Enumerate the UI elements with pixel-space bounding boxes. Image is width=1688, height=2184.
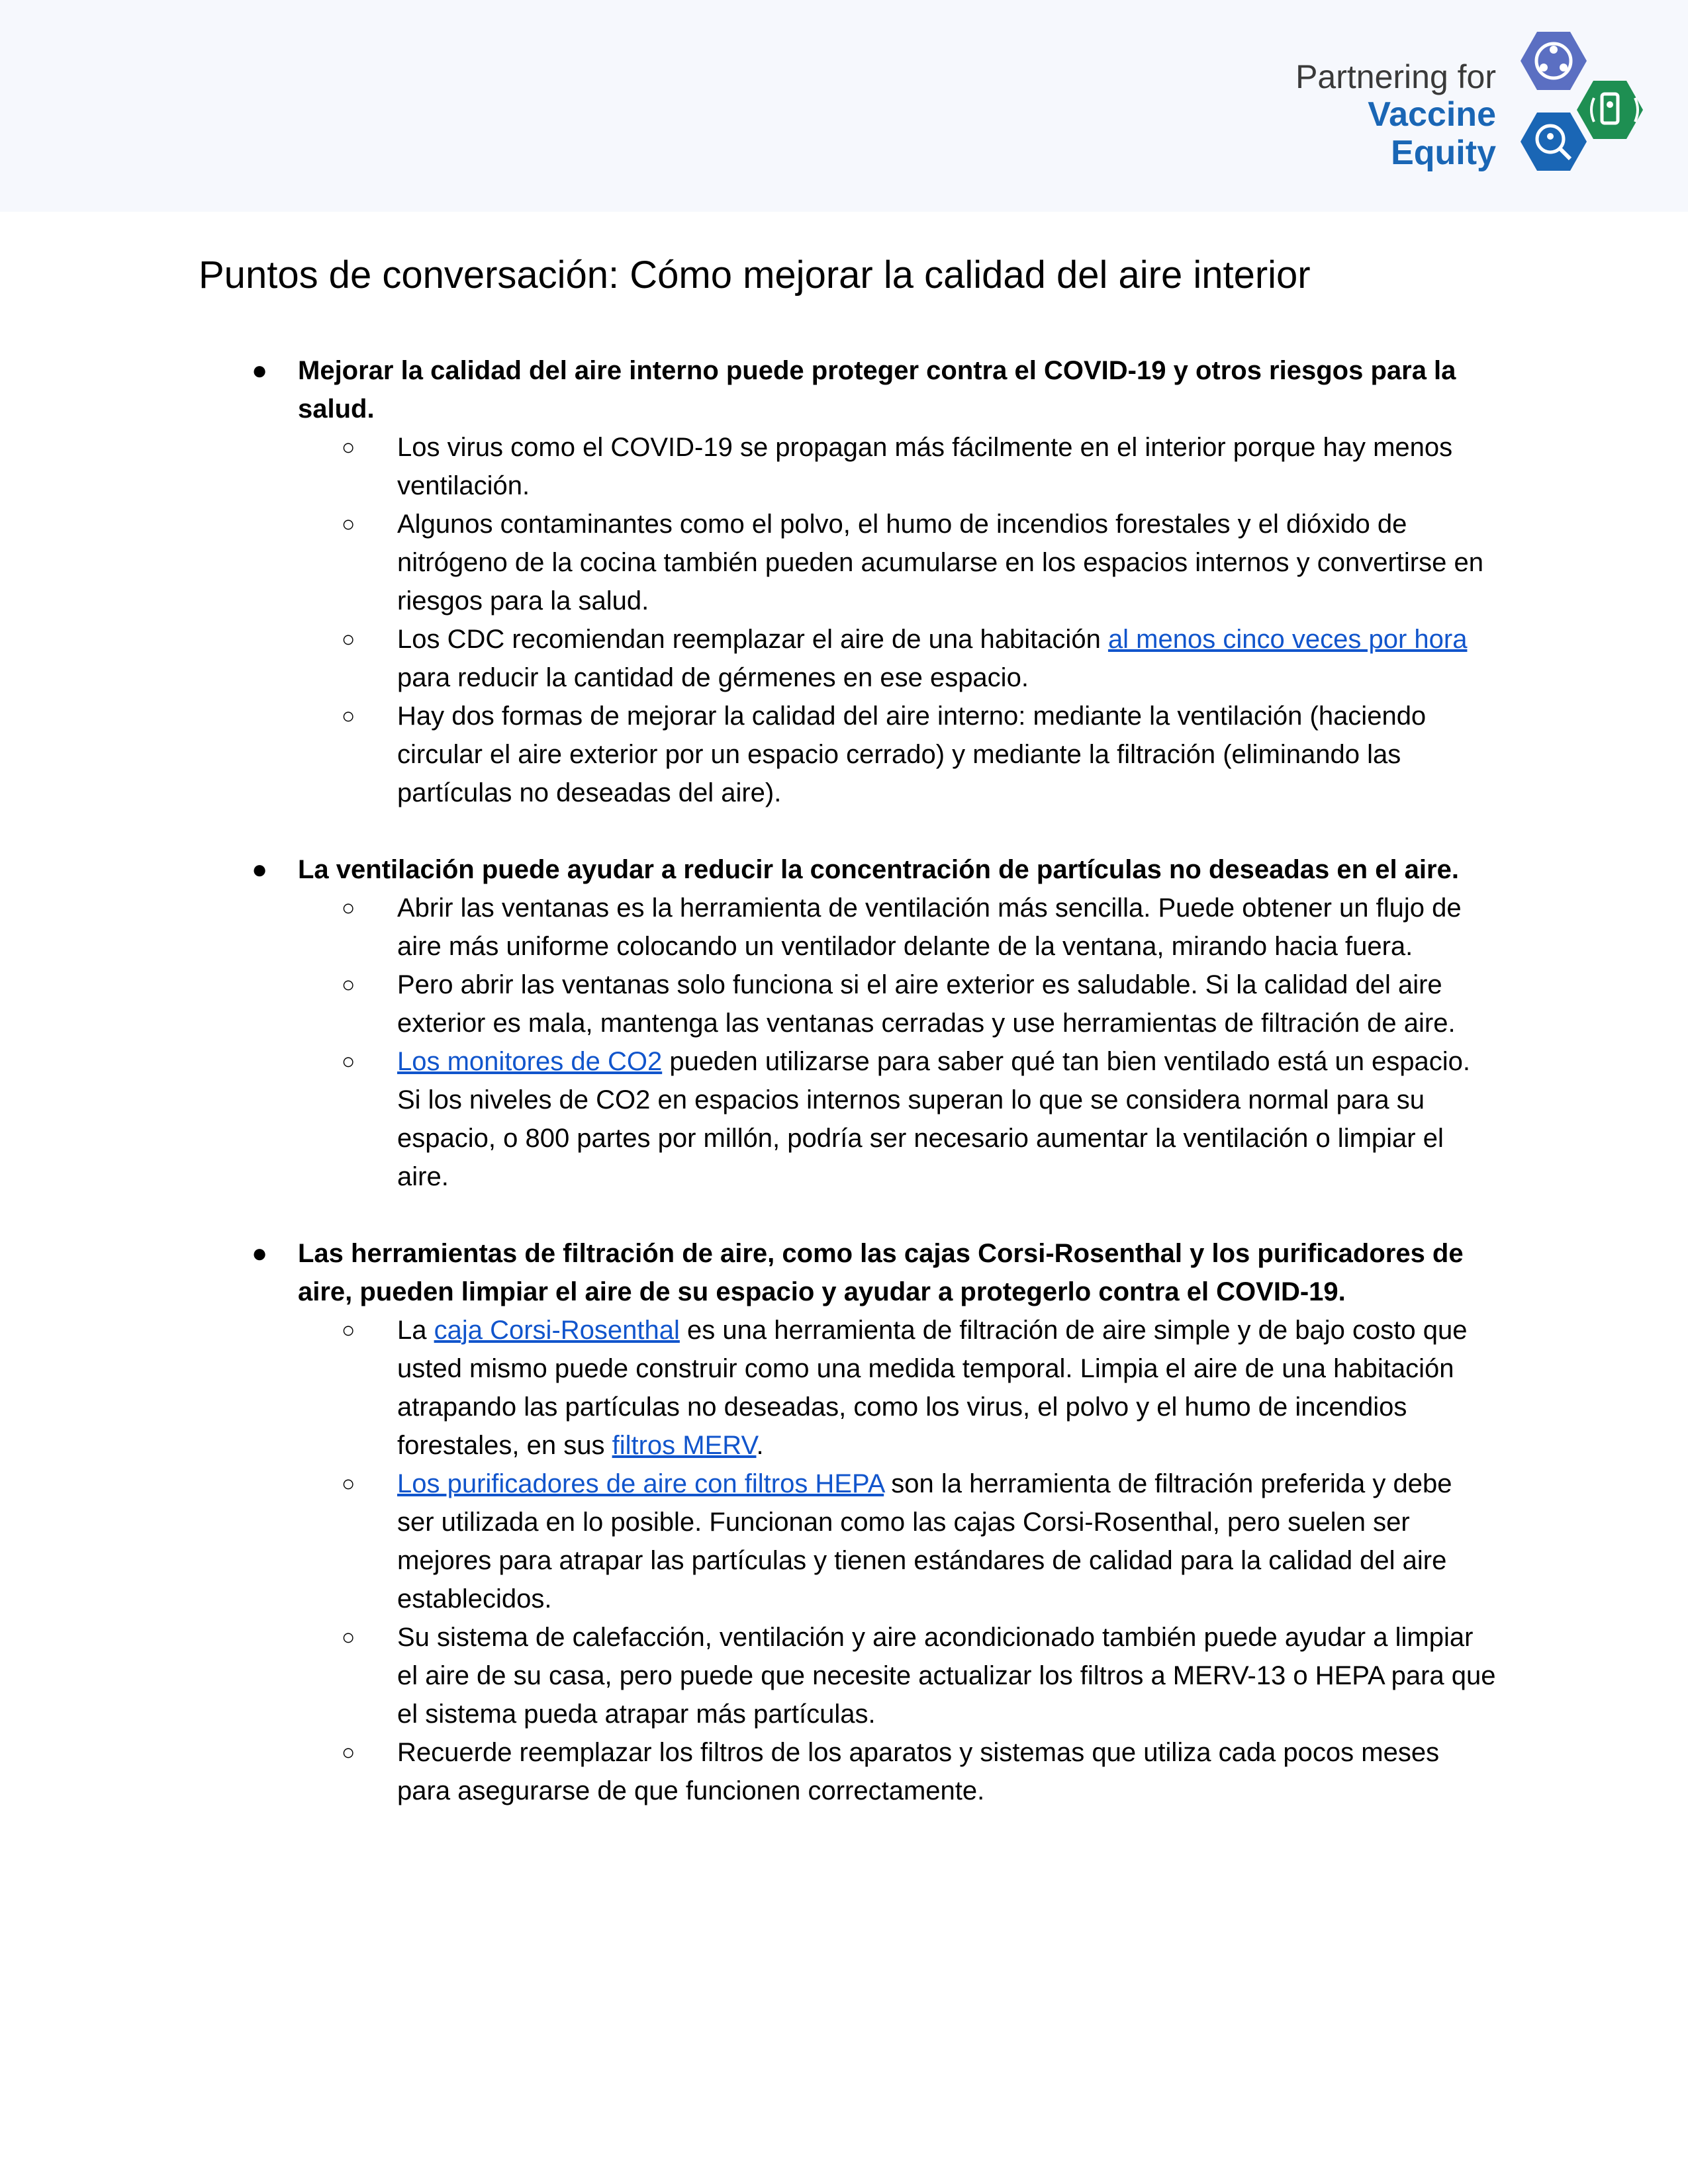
cdc-air-changes-link[interactable]: al menos cinco veces por hora: [1107, 624, 1468, 654]
sub-bullet-icon: ○: [342, 626, 355, 652]
partnering-logo: [1258, 20, 1668, 185]
bullet-icon: ●: [252, 355, 268, 385]
co2-monitors-link[interactable]: Los monitores de CO2: [397, 1046, 663, 1076]
section-indoor-air: [199, 351, 1496, 812]
sub-bullet-icon: ○: [342, 511, 355, 537]
sub-bullet-icon: ○: [342, 895, 355, 921]
phone-signal-hex-icon: [1577, 81, 1643, 139]
logo-line1: Partnering for: [1295, 58, 1496, 95]
page-title: Puntos de conversación: Cómo mejorar la calidad del aire interior: [199, 253, 1311, 296]
text-segment: para reducir la cantidad de gérmenes en ese espacio.: [397, 662, 1029, 692]
sub-bullet-icon: ○: [342, 434, 355, 460]
list-item-text: Algunos contaminantes como el polvo, el humo de incendios forestales y el dióxido de nitrógeno de la cocina también pueden acumularse en los espacios internos y convertirse en riesgos para la salud.: [397, 509, 1483, 615]
list-item: [298, 1042, 1496, 1196]
sub-bullet-icon: ○: [342, 1739, 355, 1765]
merv-filters-link[interactable]: filtros MERV: [612, 1430, 757, 1460]
sub-bullet-icon: ○: [342, 1048, 355, 1074]
sub-bullet-icon: ○: [342, 1471, 355, 1496]
list-item-text: Hay dos formas de mejorar la calidad del aire interno: mediante la ventilación (haciendo circular el aire exterior por un espacio cerrado) y mediante la filtración (eliminando las partículas no deseadas del aire).: [397, 701, 1427, 807]
list-item: [298, 1465, 1496, 1618]
list-item-text: Pero abrir las ventanas solo funciona si el aire exterior es saludable. Si la calidad del aire exterior es mala, mantenga las ventanas cerradas y use herramientas de filtración de aire.: [397, 970, 1456, 1038]
section-heading: Las herramientas de filtración de aire, como las cajas Corsi-Rosenthal y los purificadores de aire, pueden limpiar el aire de su espacio y ayudar a protegerlo contra el COVID-19.: [298, 1238, 1464, 1306]
bullet-icon: ●: [252, 1238, 268, 1268]
list-item-text: [397, 1316, 1467, 1460]
list-item: [298, 428, 1496, 505]
sub-bullet-icon: ○: [342, 703, 355, 729]
list-item: [298, 697, 1496, 812]
bullet-icon: ●: [252, 854, 268, 884]
list-item-text: Recuerde reemplazar los filtros de los aparatos y sistemas que utiliza cada pocos meses para asegurarse de que funcionen correctamente.: [397, 1737, 1440, 1805]
corsi-rosenthal-box-link[interactable]: caja Corsi-Rosenthal: [434, 1315, 680, 1345]
list-item: [298, 889, 1496, 966]
text-segment: La: [397, 1315, 434, 1345]
text-segment: son la herramienta de filtración preferida y debe ser utilizada en lo posible. Funcionan como las cajas Corsi-Rosenthal, pero suelen ser mejores para atrapar las partículas y tienen estándares de calidad para la calidad del aire establecidos.: [397, 1469, 1452, 1614]
list-item-text: Su sistema de calefacción, ventilación y aire acondicionado también puede ayudar a limpiar el aire de su casa, pero puede que necesite actualizar los filtros a MERV-13 o HEPA para que el sistema pueda atrapar más partículas.: [397, 1622, 1496, 1729]
sub-bullet-icon: ○: [342, 972, 355, 997]
section-ventilation: [199, 850, 1496, 1196]
text-segment: .: [756, 1430, 764, 1460]
sub-bullet-icon: ○: [342, 1624, 355, 1650]
people-network-hex-icon: [1521, 32, 1587, 90]
logo-line2: Vaccine Equity: [1368, 95, 1496, 173]
hepa-purifiers-link[interactable]: Los purificadores de aire con filtros HEPA: [397, 1469, 884, 1498]
search-people-hex-icon: [1521, 113, 1587, 171]
list-item: [298, 620, 1496, 697]
list-item-text: [397, 1047, 1470, 1191]
document-body: [199, 251, 1496, 1848]
hexagon-emblem-icon: [1496, 20, 1668, 185]
list-item-text: [397, 625, 1467, 692]
list-item-text: Abrir las ventanas es la herramienta de ventilación más sencilla. Puede obtener un flujo de aire más uniforme colocando un ventilador delante de la ventana, mirando hacia fuera.: [397, 893, 1462, 961]
list-item: [298, 1311, 1496, 1465]
text-segment: es una herramienta de filtración de aire simple y de bajo costo que usted mismo puede construir como una medida temporal. Limpia el aire de una habitación atrapando las partículas no deseadas, como los virus, el polvo y el humo de incendios forestales, en sus: [397, 1315, 1468, 1460]
logo-text: [1258, 58, 1496, 172]
list-item: [298, 1733, 1496, 1810]
list-item-text: [397, 1469, 1452, 1614]
text-segment: pueden utilizarse para saber qué tan bien ventilado está un espacio. Si los niveles de CO2 en espacios internos superan lo que se considera normal para su espacio, o 800 partes por millón, podría ser necesario aumentar la ventilación o limpiar el aire.: [397, 1046, 1471, 1191]
section-heading: La ventilación puede ayudar a reducir la concentración de partículas no deseadas en el aire.: [298, 854, 1459, 884]
text-segment: Los CDC recomiendan reemplazar el aire de una habitación: [397, 624, 1108, 654]
list-item: [298, 966, 1496, 1042]
section-heading: Mejorar la calidad del aire interno puede proteger contra el COVID-19 y otros riesgos para la salud.: [298, 355, 1456, 424]
list-item: [298, 1618, 1496, 1733]
list-item: [298, 505, 1496, 620]
sub-bullet-icon: ○: [342, 1317, 355, 1343]
section-filtration: [199, 1234, 1496, 1810]
list-item-text: Los virus como el COVID-19 se propagan más fácilmente en el interior porque hay menos ventilación.: [397, 432, 1453, 500]
